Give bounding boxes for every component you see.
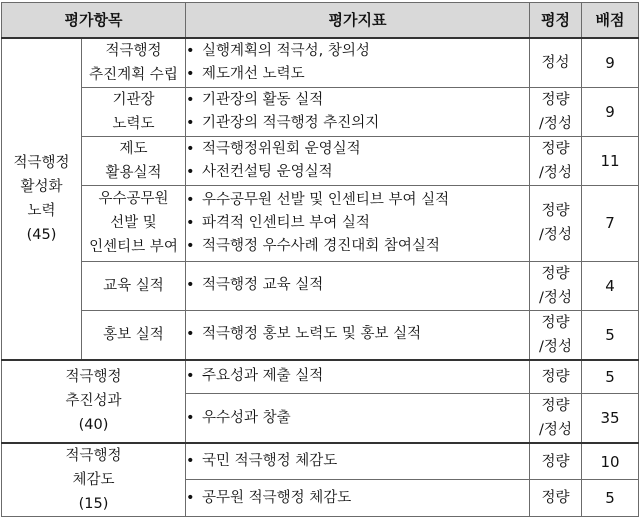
category-line: (40) (78, 417, 109, 434)
indicator-text: 제도개선 노력도 (202, 65, 305, 82)
category-line: (15) (78, 496, 109, 512)
indicator-cell (186, 480, 530, 517)
subcategory-cell: 제도 활용실적 (82, 136, 186, 185)
bullet: • (186, 409, 195, 426)
evaluation-table (1, 2, 639, 517)
header-indicator: 평가지표 (186, 3, 530, 38)
table-row (2, 38, 639, 88)
indicator-text: 공무원 적극행정 체감도 (202, 489, 352, 506)
list-item (186, 40, 529, 63)
list-item (186, 89, 529, 112)
subcategory-cell: 홍보 실적 (82, 310, 186, 360)
subcategory-cell: 우수공무원 선발 및 인센티브 부여 (82, 185, 186, 261)
category-cell (2, 38, 82, 360)
score-cell: 4 (582, 261, 639, 310)
method-cell: 정량 (530, 480, 582, 517)
category-line: 활성화 (20, 178, 63, 195)
category-line: 적극행정 (65, 448, 122, 464)
score-cell: 5 (582, 360, 639, 394)
indicator-text: 기관장의 활동 실적 (202, 91, 324, 108)
bullet: • (186, 237, 195, 254)
list-item (186, 189, 529, 212)
header-score: 배점 (582, 3, 639, 38)
method-cell: 정량 (530, 360, 582, 394)
indicator-text: 실행계획의 적극성, 창의성 (202, 42, 370, 59)
category-line: 노력 (27, 202, 56, 219)
indicator-text: 파격적 인센티브 부여 실적 (202, 214, 370, 231)
list-item (186, 63, 529, 86)
table-row (2, 310, 639, 360)
indicator-cell (186, 185, 530, 261)
indicator-text: 우수공무원 선발 및 인센티브 부여 실적 (202, 191, 450, 208)
bullet: • (186, 453, 195, 470)
indicator-text: 적극행정 교육 실적 (202, 277, 324, 293)
indicator-cell (186, 360, 530, 394)
method-cell: 정량 /정성 (530, 87, 582, 136)
list-item (186, 112, 529, 135)
bullet: • (186, 489, 195, 506)
indicator-cell (186, 38, 530, 88)
category-line: (45) (26, 226, 57, 243)
indicator-cell (186, 87, 530, 136)
score-cell: 9 (582, 87, 639, 136)
method-cell: 정량 /정성 (530, 136, 582, 185)
bullet: • (186, 368, 195, 385)
bullet: • (186, 277, 195, 293)
table-row (2, 443, 639, 480)
subcategory-cell: 적극행정 추진계획 수립 (82, 38, 186, 88)
table-row (2, 87, 639, 136)
list-item (186, 138, 529, 161)
category-cell (2, 443, 186, 517)
bullet: • (186, 140, 195, 157)
method-cell: 정성 (530, 38, 582, 88)
indicator-text: 기관장의 적극행정 추진의지 (202, 114, 380, 131)
indicator-cell (186, 394, 530, 444)
list-item (186, 212, 529, 235)
indicator-cell (186, 443, 530, 480)
category-line: 체감도 (72, 472, 115, 488)
list-item (186, 161, 529, 184)
bullet: • (186, 191, 195, 208)
indicator-text: 적극행정 홍보 노력도 및 홍보 실적 (202, 326, 422, 342)
score-cell: 10 (582, 443, 639, 480)
indicator-text: 주요성과 제출 실적 (202, 368, 324, 385)
score-cell: 11 (582, 136, 639, 185)
bullet: • (186, 91, 195, 108)
category-line: 적극행정 (65, 369, 122, 386)
bullet: • (186, 65, 195, 82)
indicator-text: 적극행정 우수사례 경진대회 참여실적 (202, 237, 440, 254)
indicator-cell (186, 136, 530, 185)
list-item (186, 450, 529, 473)
list-item (186, 365, 529, 388)
bullet: • (186, 114, 195, 131)
header-row (2, 3, 639, 38)
category-line: 적극행정 (13, 154, 70, 171)
indicator-text: 사전컨설팅 운영실적 (202, 163, 333, 180)
indicator-cell (186, 261, 530, 310)
indicator-text: 우수성과 창출 (202, 409, 291, 426)
bullet: • (186, 214, 195, 231)
list-item (186, 407, 529, 430)
method-cell: 정량 /정성 (530, 185, 582, 261)
bullet: • (186, 326, 195, 342)
subcategory-cell: 교육 실적 (82, 261, 186, 310)
category-cell (2, 360, 186, 444)
bullet: • (186, 42, 195, 59)
method-cell: 정량 /정성 (530, 394, 582, 444)
list-item (186, 487, 529, 510)
list-item (186, 235, 529, 258)
list-item (186, 274, 529, 297)
table-row (2, 136, 639, 185)
table-row (2, 261, 639, 310)
header-category: 평가항목 (2, 3, 186, 38)
indicator-text: 적극행정위원회 운영실적 (202, 140, 361, 157)
method-cell: 정량 /정성 (530, 310, 582, 360)
score-cell: 5 (582, 480, 639, 517)
table-row (2, 360, 639, 394)
list-item (186, 323, 529, 346)
score-cell: 9 (582, 38, 639, 88)
method-cell: 정량 /정성 (530, 261, 582, 310)
score-cell: 35 (582, 394, 639, 444)
indicator-cell (186, 310, 530, 360)
header-method: 평정 (530, 3, 582, 38)
table-row (2, 185, 639, 261)
score-cell: 5 (582, 310, 639, 360)
subcategory-cell: 기관장 노력도 (82, 87, 186, 136)
indicator-text: 국민 적극행정 체감도 (202, 453, 338, 470)
category-line: 추진성과 (65, 393, 122, 410)
bullet: • (186, 163, 195, 180)
score-cell: 7 (582, 185, 639, 261)
method-cell: 정량 (530, 443, 582, 480)
